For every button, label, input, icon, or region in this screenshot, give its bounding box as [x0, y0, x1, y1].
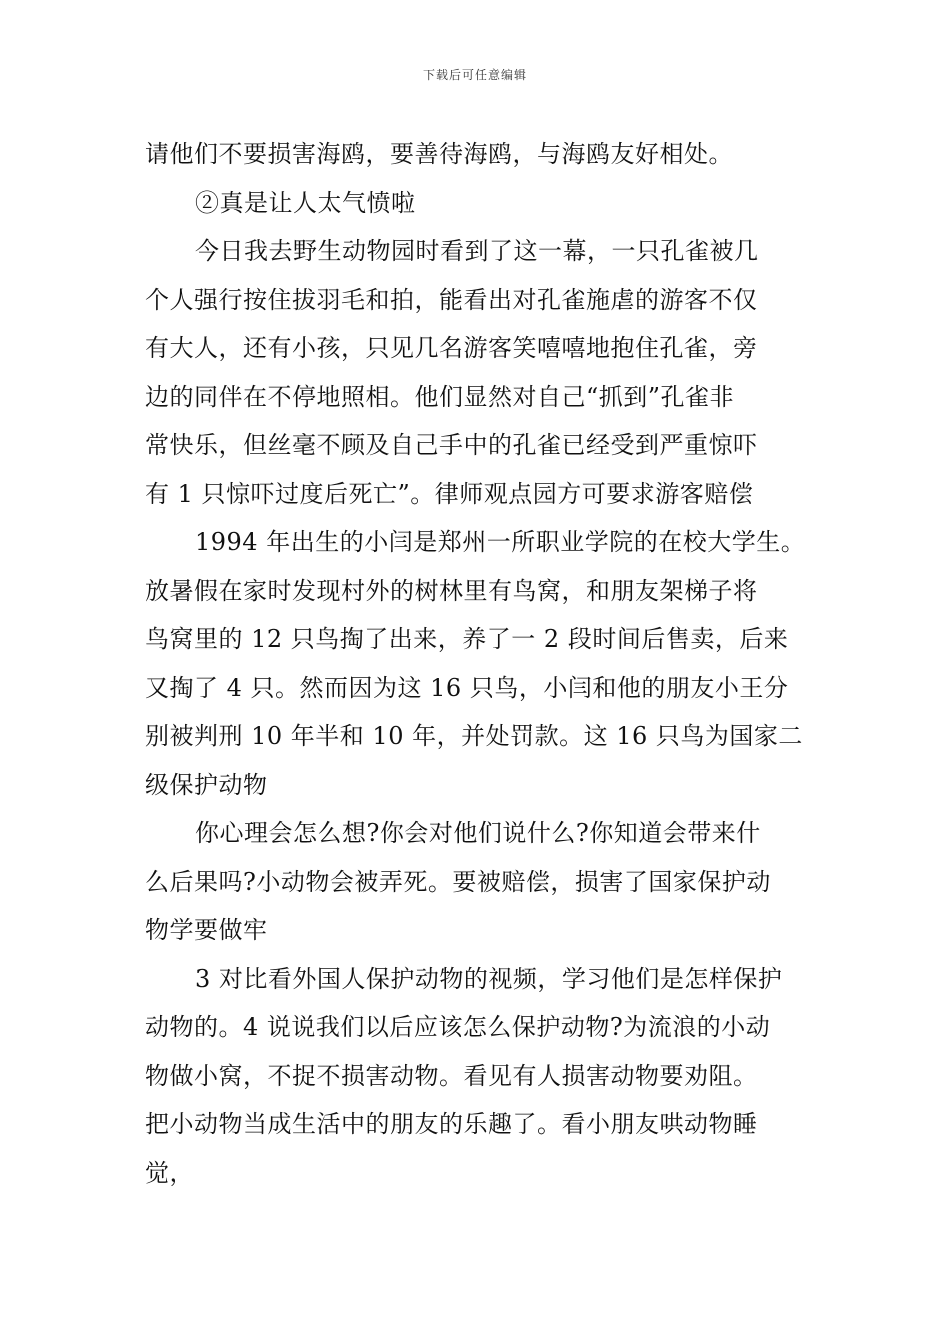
text-line: 你心理会怎么想?你会对他们说什么?你知道会带来什	[195, 819, 761, 847]
text-line: 物学要做牢	[145, 916, 268, 944]
text-line: 放暑假在家时发现村外的树林里有鸟窝，和朋友架梯子将	[145, 576, 758, 605]
text-line: 动物的。4 说说我们以后应该怎么保护动物?为流浪的小动	[145, 1013, 771, 1041]
text-line: 1994 年出生的小闫是郑州一所职业学院的在校大学生。	[195, 528, 806, 556]
text-line: 么后果吗?小动物会被弄死。要被赔偿，损害了国家保护动	[145, 867, 771, 896]
text-line: 把小动物当成生活中的朋友的乐趣了。看小朋友哄动物睡	[145, 1110, 758, 1138]
text-line: 请他们不要损害海鸥，要善待海鸥，与海鸥友好相处。	[145, 140, 733, 168]
text-line: 个人强行按住拔羽毛和拍，能看出对孔雀施虐的游客不仅	[145, 285, 758, 314]
text-line: 今日我去野生动物园时看到了这一幕，一只孔雀被几	[195, 237, 759, 265]
text-line: 3 对比看外国人保护动物的视频，学习他们是怎样保护	[195, 964, 783, 993]
text-line: ②真是让人太气愤啦	[195, 188, 416, 217]
text-line: 觉，	[145, 1158, 194, 1187]
text-line: 物做小窝，不捉不损害动物。看见有人损害动物要劝阻。	[145, 1061, 758, 1090]
text-line: 边的同伴在不停地照相。他们显然对自己“抓到”孔雀非	[145, 382, 735, 411]
text-line: 有大人，还有小孩，只见几名游客笑嘻嘻地抱住孔雀，旁	[145, 334, 758, 362]
body-text	[145, 130, 813, 1197]
page-header: 下载后可任意编辑	[422, 68, 527, 82]
text-line: 级保护动物	[145, 770, 268, 799]
text-line: 有 1 只惊吓过度后死亡”。律师观点园方可要求游客赔偿	[145, 479, 754, 508]
text-line: 鸟窝里的 12 只鸟掏了出来，养了一 2 段时间后售卖，后来	[145, 625, 789, 653]
text-line: 别被判刑 10 年半和 10 年，并处罚款。这 16 只鸟为国家二	[145, 722, 803, 750]
text-line: 又掏了 4 只。然而因为这 16 只鸟，小闫和他的朋友小王分	[145, 673, 789, 702]
text-line: 常快乐，但丝毫不顾及自己手中的孔雀已经受到严重惊吓	[145, 431, 758, 459]
